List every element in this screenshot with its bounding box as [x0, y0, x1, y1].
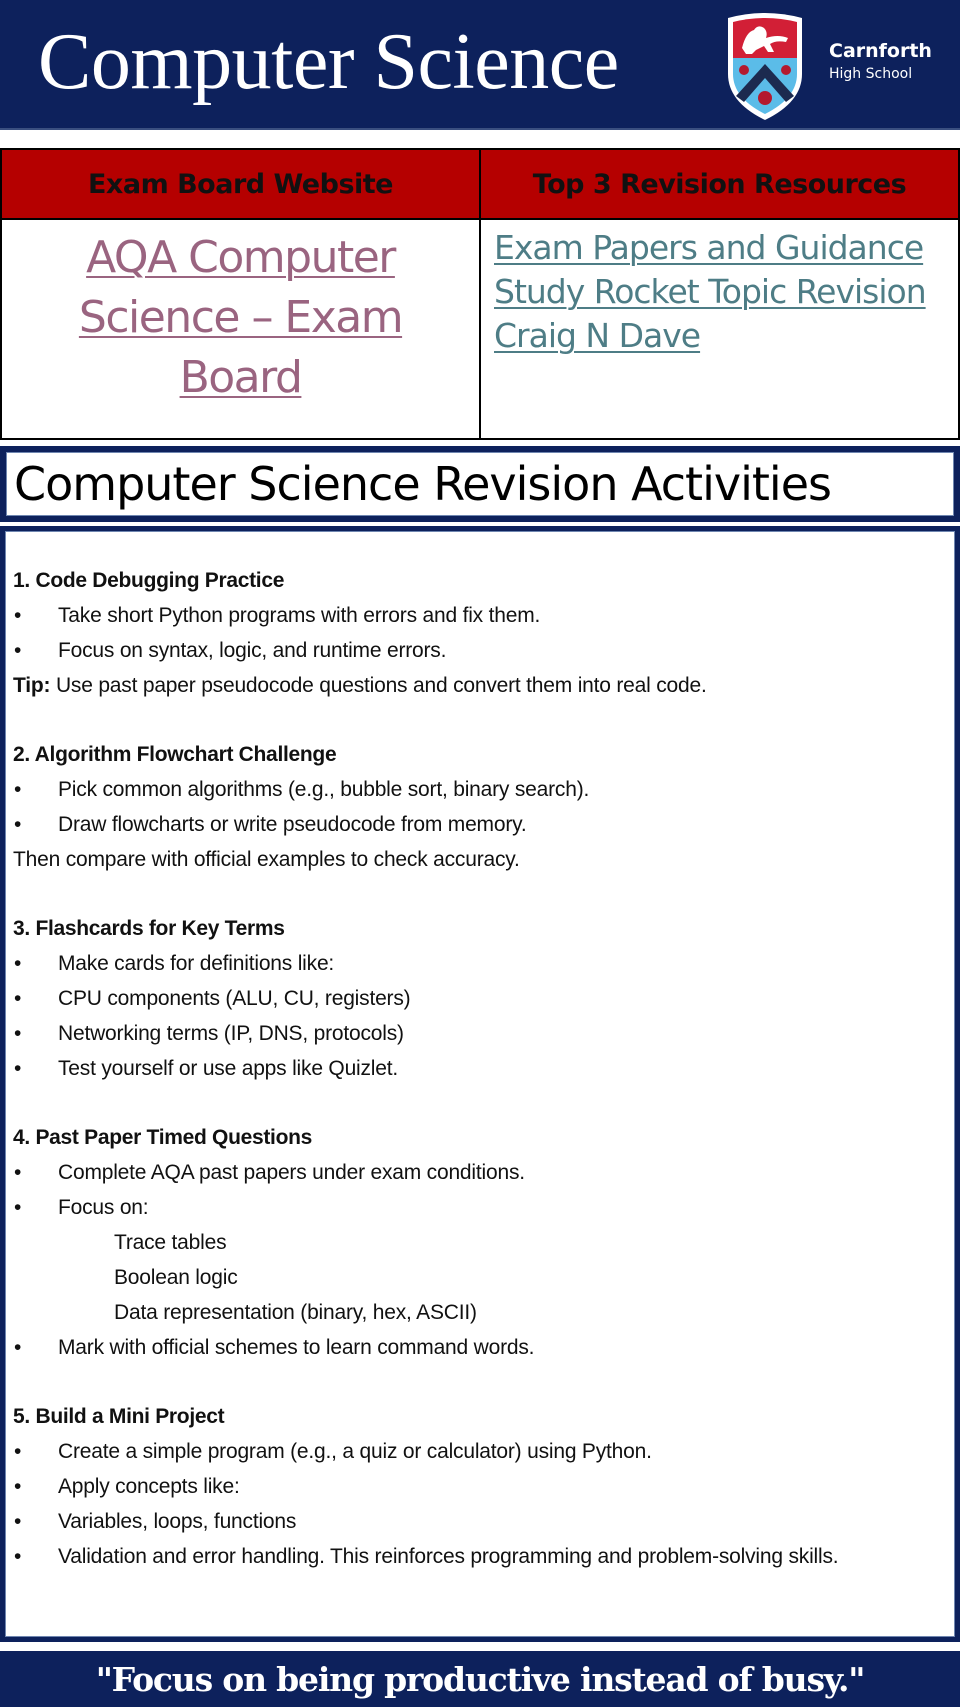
page-title: Computer Science	[38, 18, 619, 106]
sub-list-item: Boolean logic	[114, 1266, 238, 1289]
list-item: • Variables, loops, functions	[13, 1504, 955, 1539]
bullet-icon: •	[14, 1510, 22, 1533]
study-rocket-link[interactable]: Study Rocket Topic Revision	[494, 272, 926, 311]
sub-list-item: Data representation (binary, hex, ASCII)	[114, 1301, 477, 1324]
craig-n-dave-link[interactable]: Craig N Dave	[494, 316, 701, 355]
list-item: • Focus on:	[13, 1190, 955, 1225]
bullet-icon: •	[14, 987, 22, 1010]
bullet-icon: •	[14, 604, 22, 627]
bullet-icon: •	[14, 1336, 22, 1359]
activity-3	[13, 911, 955, 1086]
activity-2	[13, 737, 955, 877]
activity-heading: 3. Flashcards for Key Terms	[13, 917, 285, 940]
bullet-icon: •	[14, 1545, 22, 1568]
activity-note: Then compare with official examples to check accuracy.	[13, 848, 520, 871]
motivational-quote: "Focus on being productive instead of busy."	[95, 1659, 865, 1699]
section-title: Computer Science Revision Activities	[14, 457, 831, 511]
bullet-icon: •	[14, 952, 22, 975]
list-item: • Complete AQA past papers under exam conditions.	[13, 1155, 955, 1190]
resources-table	[0, 148, 960, 440]
school-crest-icon	[722, 10, 808, 122]
activity-heading: 2. Algorithm Flowchart Challenge	[13, 743, 337, 766]
list-item: • Mark with official schemes to learn command words.	[13, 1330, 955, 1365]
bullet-icon: •	[14, 1161, 22, 1184]
activity-1	[13, 563, 955, 703]
list-item: • Focus on syntax, logic, and runtime errors.	[13, 633, 955, 668]
bullet-icon: •	[14, 1440, 22, 1463]
list-item: • Networking terms (IP, DNS, protocols)	[13, 1016, 955, 1051]
bullet-icon: •	[14, 1022, 22, 1045]
bullet-icon: •	[14, 1475, 22, 1498]
bullet-icon: •	[14, 778, 22, 801]
aqa-exam-board-link[interactable]: AQA Computer Science – Exam Board	[78, 232, 403, 403]
list-item: • Apply concepts like:	[13, 1469, 955, 1504]
exam-papers-link[interactable]: Exam Papers and Guidance	[494, 228, 924, 267]
activities-panel	[0, 526, 960, 1642]
activity-5	[13, 1399, 955, 1574]
list-item: • CPU components (ALU, CU, registers)	[13, 981, 955, 1016]
tip-line	[13, 668, 955, 703]
school-subtitle: High School	[829, 66, 913, 82]
sub-list-item: Trace tables	[114, 1231, 227, 1254]
bullet-icon: •	[14, 639, 22, 662]
page-header	[0, 0, 960, 128]
exam-board-cell	[2, 220, 481, 438]
activity-heading: 5. Build a Mini Project	[13, 1405, 225, 1428]
revision-resources-cell	[481, 220, 958, 438]
school-name: Carnforth	[829, 40, 932, 62]
list-item: • Test yourself or use apps like Quizlet.	[13, 1051, 955, 1086]
list-item: • Take short Python programs with errors and fix them.	[13, 598, 955, 633]
table-header-revision-resources: Top 3 Revision Resources	[481, 150, 958, 220]
list-item: • Validation and error handling. This reinforces programming and problem-solving skills.	[13, 1539, 955, 1574]
bullet-icon: •	[14, 1057, 22, 1080]
list-item: • Draw flowcharts or write pseudocode from memory.	[13, 807, 955, 842]
list-item: • Create a simple program (e.g., a quiz or calculator) using Python.	[13, 1434, 955, 1469]
table-header-exam-board: Exam Board Website	[2, 150, 481, 220]
tip-text: Use past paper pseudocode questions and convert them into real code.	[50, 674, 707, 697]
list-item: • Pick common algorithms (e.g., bubble sort, binary search).	[13, 772, 955, 807]
tip-label: Tip:	[13, 674, 51, 697]
bullet-icon: •	[14, 813, 22, 836]
header-divider	[0, 128, 960, 130]
activity-heading: 4. Past Paper Timed Questions	[13, 1126, 313, 1149]
list-item: • Make cards for definitions like:	[13, 946, 955, 981]
activity-heading: 1. Code Debugging Practice	[13, 569, 285, 592]
activity-4	[13, 1120, 955, 1365]
bullet-icon: •	[14, 1196, 22, 1219]
quote-banner	[0, 1651, 960, 1707]
section-title-box	[0, 446, 960, 522]
